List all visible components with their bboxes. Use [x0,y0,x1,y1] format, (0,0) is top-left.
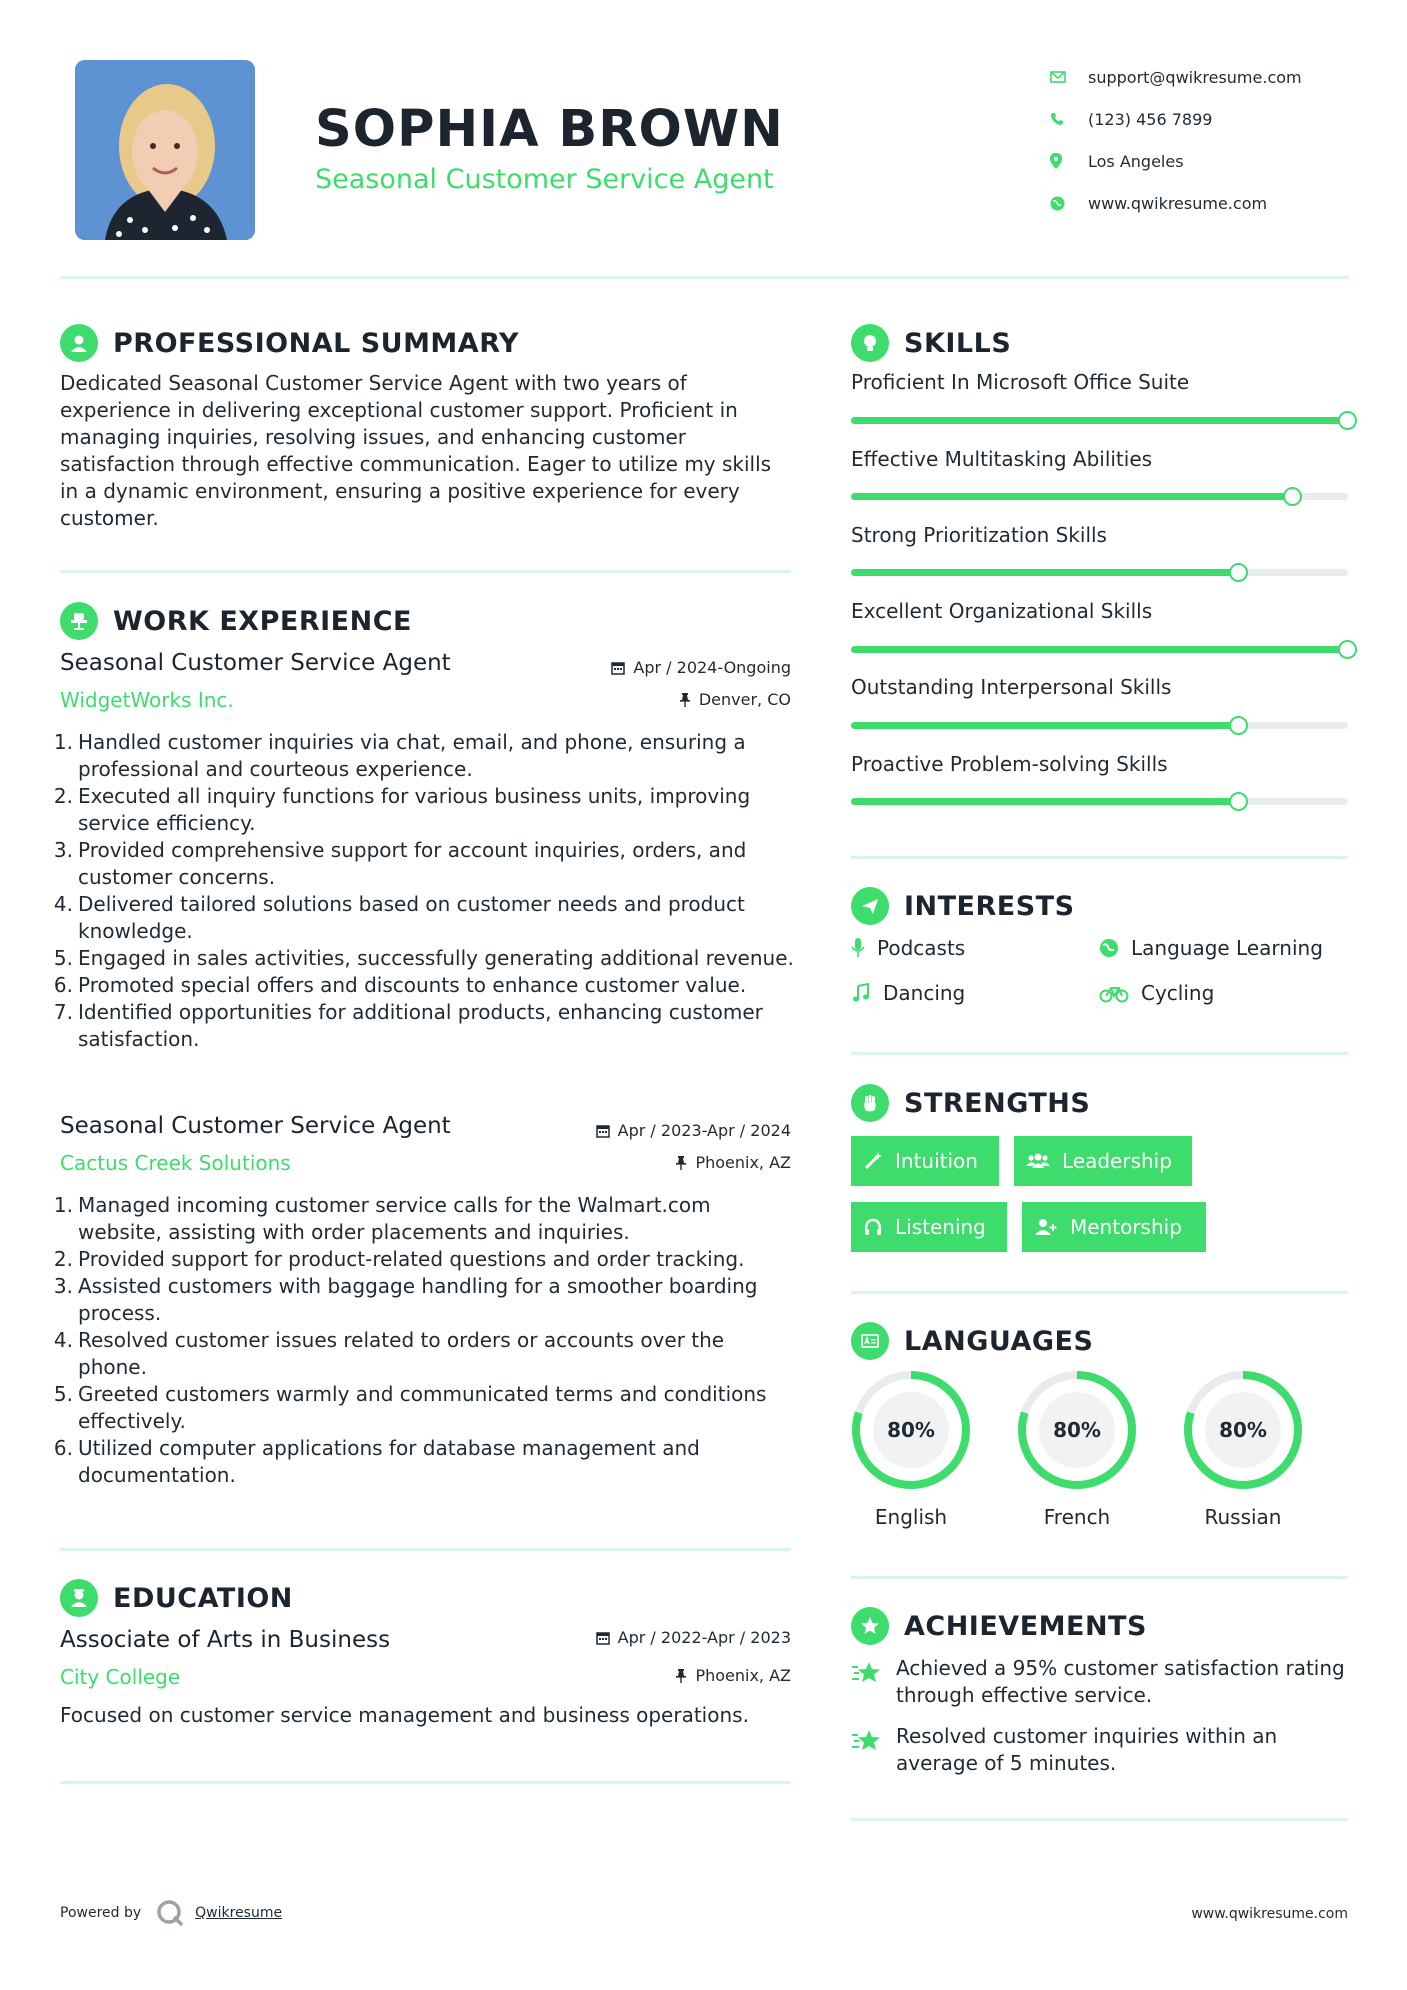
skill-bar-knob [1229,792,1248,811]
skill-bar [851,417,1348,424]
contact-email[interactable] [1050,56,1380,98]
skill-bar-fill [851,722,1239,729]
briefcase-icon [60,602,98,640]
headphones-icon [863,1217,883,1237]
contact-list [1050,56,1380,224]
star-badge-icon [851,1607,889,1645]
strengths-heading-text: STRENGTHS [904,1087,1091,1119]
contact-phone-text: (123) 456 7899 [1088,109,1213,129]
education-location [675,1666,791,1685]
achievements-heading [851,1607,1147,1645]
skill-label: Excellent Organizational Skills [851,599,1153,623]
star-icon [851,1723,896,1777]
job-dates [611,658,791,677]
achievements-divider [851,1818,1348,1821]
header-divider [60,276,1349,279]
calendar-icon [596,1631,610,1645]
microphone-icon [851,937,865,959]
interests-heading [851,887,1075,925]
job-location [679,690,791,709]
bicycle-icon [1099,983,1129,1003]
group-icon [1026,1151,1050,1171]
skill-bar [851,798,1348,805]
strengths-heading [851,1084,1090,1122]
strength-tag: Leadership [1014,1136,1192,1186]
language-ring [1015,1368,1139,1492]
degree-title: Associate of Arts in Business [60,1627,391,1653]
envelope-icon [1050,71,1088,83]
skill-label: Effective Multitasking Abilities [851,447,1153,471]
skill-label: Strong Prioritization Skills [851,523,1107,547]
language-name: French [1043,1505,1111,1529]
contact-phone[interactable] [1050,98,1380,140]
language-icon [851,1322,889,1360]
contact-email-text: support@qwikresume.com [1088,67,1302,87]
skill-bar [851,493,1348,500]
pin-icon [675,1156,687,1170]
skill-bar-knob [1338,640,1357,659]
contact-website[interactable] [1050,182,1380,224]
strength-tag: Intuition [851,1136,999,1186]
job-title: Seasonal Customer Service Agent [60,650,451,676]
graduation-icon [60,1579,98,1617]
powered-by-text: Powered by [60,1905,142,1921]
experience-heading [60,602,412,640]
skills-divider [851,856,1348,859]
interest-item: Podcasts [851,936,965,960]
skill-bar-fill [851,798,1239,805]
interest-item: Cycling [1099,981,1214,1005]
map-pin-icon [1050,153,1088,169]
achievement-item: Achieved a 95% customer satisfaction rating through effective service. [851,1655,1351,1709]
language-percent: 80% [1053,1418,1101,1442]
job-location [675,1153,791,1172]
summary-heading [60,324,519,362]
job-company: Cactus Creek Solutions [60,1151,291,1175]
list-item: 5. Engaged in sales activities, successfully generating additional revenue. [53,946,794,970]
language-ring [849,1368,973,1492]
summary-divider [60,570,791,573]
education-dates [596,1628,791,1647]
education-heading [60,1579,293,1617]
globe-icon [1050,196,1088,211]
strengths-divider [851,1291,1348,1294]
languages-heading-text: LANGUAGES [904,1325,1094,1357]
skill-bar [851,646,1348,653]
languages-divider [851,1576,1348,1579]
language-percent: 80% [887,1418,935,1442]
interest-item: Dancing [851,981,965,1005]
skill-bar-fill [851,569,1239,576]
paper-plane-icon [851,887,889,925]
list-item: 4. Resolved customer issues related to orders or accounts over the phone. [53,1328,725,1379]
job-location-text: Phoenix, AZ [695,1153,791,1172]
skill-bar [851,722,1348,729]
strength-tag: Listening [851,1202,1007,1252]
candidate-name: SOPHIA BROWN [315,100,784,159]
user-plus-icon [1034,1217,1058,1237]
list-item: 1. Managed incoming customer service calls for the Walmart.com website, assisting with order placements and inquiries. [53,1193,711,1244]
list-item: 5. Greeted customers warmly and communicated terms and conditions effectively. [53,1382,767,1433]
interest-item: Language Learning [1099,936,1323,960]
education-description: Focused on customer service management and business operations. [60,1703,749,1727]
lightbulb-icon [851,324,889,362]
skill-label: Proficient In Microsoft Office Suite [851,370,1190,394]
job-location-text: Denver, CO [698,690,791,709]
languages-heading [851,1322,1093,1360]
education-divider [60,1781,791,1784]
job-company: WidgetWorks Inc. [60,688,234,712]
job-dates-text: Apr / 2024-Ongoing [633,658,791,677]
language-name: Russian [1204,1505,1282,1529]
school-name: City College [60,1665,181,1689]
contact-location-text: Los Angeles [1088,151,1184,171]
pin-icon [675,1669,687,1683]
language-item [1015,1368,1139,1529]
summary-heading-text: PROFESSIONAL SUMMARY [113,327,520,359]
job-dates [596,1121,791,1140]
education-dates-text: Apr / 2022-Apr / 2023 [617,1628,791,1647]
achievement-item: Resolved customer inquiries within an average of 5 minutes. [851,1723,1351,1777]
music-note-icon [851,983,871,1003]
profile-photo [75,60,255,240]
globe-icon [1099,938,1119,958]
skill-bar-fill [851,646,1348,653]
candidate-title: Seasonal Customer Service Agent [315,164,774,195]
skill-label: Proactive Problem-solving Skills [851,752,1168,776]
magic-wand-icon [863,1151,883,1171]
education-heading-text: EDUCATION [113,1582,293,1614]
phone-icon [1050,112,1088,126]
job-dates-text: Apr / 2023-Apr / 2024 [617,1121,791,1140]
list-item: 7. Identified opportunities for additional products, enhancing customer satisfaction. [53,1000,763,1051]
qwikresume-logo-icon [155,1898,185,1928]
skill-label: Outstanding Interpersonal Skills [851,675,1172,699]
language-percent: 80% [1219,1418,1267,1442]
language-name: English [874,1505,948,1529]
footer-brand-link[interactable]: Qwikresume [195,1905,283,1921]
job-bullets [50,729,795,1053]
list-item: 3. Assisted customers with baggage handling for a smoother boarding process. [53,1274,758,1325]
job-title: Seasonal Customer Service Agent [60,1113,451,1139]
pin-icon [679,693,691,707]
list-item: 6. Utilized computer applications for database management and documentation. [53,1436,700,1487]
skill-bar-knob [1283,487,1302,506]
skills-heading-text: SKILLS [904,327,1012,359]
language-ring [1181,1368,1305,1492]
skills-heading [851,324,1011,362]
skill-bar [851,569,1348,576]
footer-url[interactable]: www.qwikresume.com [1191,1906,1348,1922]
achievements-heading-text: ACHIEVEMENTS [904,1610,1147,1642]
experience-divider [60,1548,791,1551]
list-item: 6. Promoted special offers and discounts to enhance customer value. [53,973,747,997]
language-item [1181,1368,1305,1529]
footer-powered-by [60,1898,282,1928]
experience-heading-text: WORK EXPERIENCE [113,605,412,637]
interests-divider [851,1052,1348,1055]
skill-bar-knob [1229,716,1248,735]
list-item: 2. Executed all inquiry functions for various business units, improving service efficiency. [53,784,751,835]
skill-bar-fill [851,493,1293,500]
skill-bar-knob [1229,563,1248,582]
education-location-text: Phoenix, AZ [695,1666,791,1685]
list-item: 3. Provided comprehensive support for account inquiries, orders, and customer concerns. [53,838,747,889]
job-bullets [50,1192,795,1489]
user-icon [60,324,98,362]
skill-bar-fill [851,417,1348,424]
list-item: 2. Provided support for product-related questions and order tracking. [53,1247,745,1271]
star-icon [851,1655,896,1709]
language-item [849,1368,973,1529]
contact-location [1050,140,1380,182]
summary-text: Dedicated Seasonal Customer Service Agent with two years of experience in delivering exceptional customer support. Proficient in managing inquiries, resolving issues, and enhancing customer satisfaction through effective communication. Eager to utilize my skills in a dynamic environment, ensuring a positive experience for every customer. [60,371,772,530]
list-item: 4. Delivered tailored solutions based on customer needs and product knowledge. [53,892,745,943]
interests-heading-text: INTERESTS [904,890,1075,922]
contact-website-text: www.qwikresume.com [1088,193,1268,213]
calendar-icon [611,661,625,675]
raised-hand-icon [851,1084,889,1122]
calendar-icon [596,1124,610,1138]
list-item: 1. Handled customer inquiries via chat, email, and phone, ensuring a professional and courteous experience. [53,730,746,781]
skill-bar-knob [1338,411,1357,430]
strength-tag: Mentorship [1022,1202,1206,1252]
